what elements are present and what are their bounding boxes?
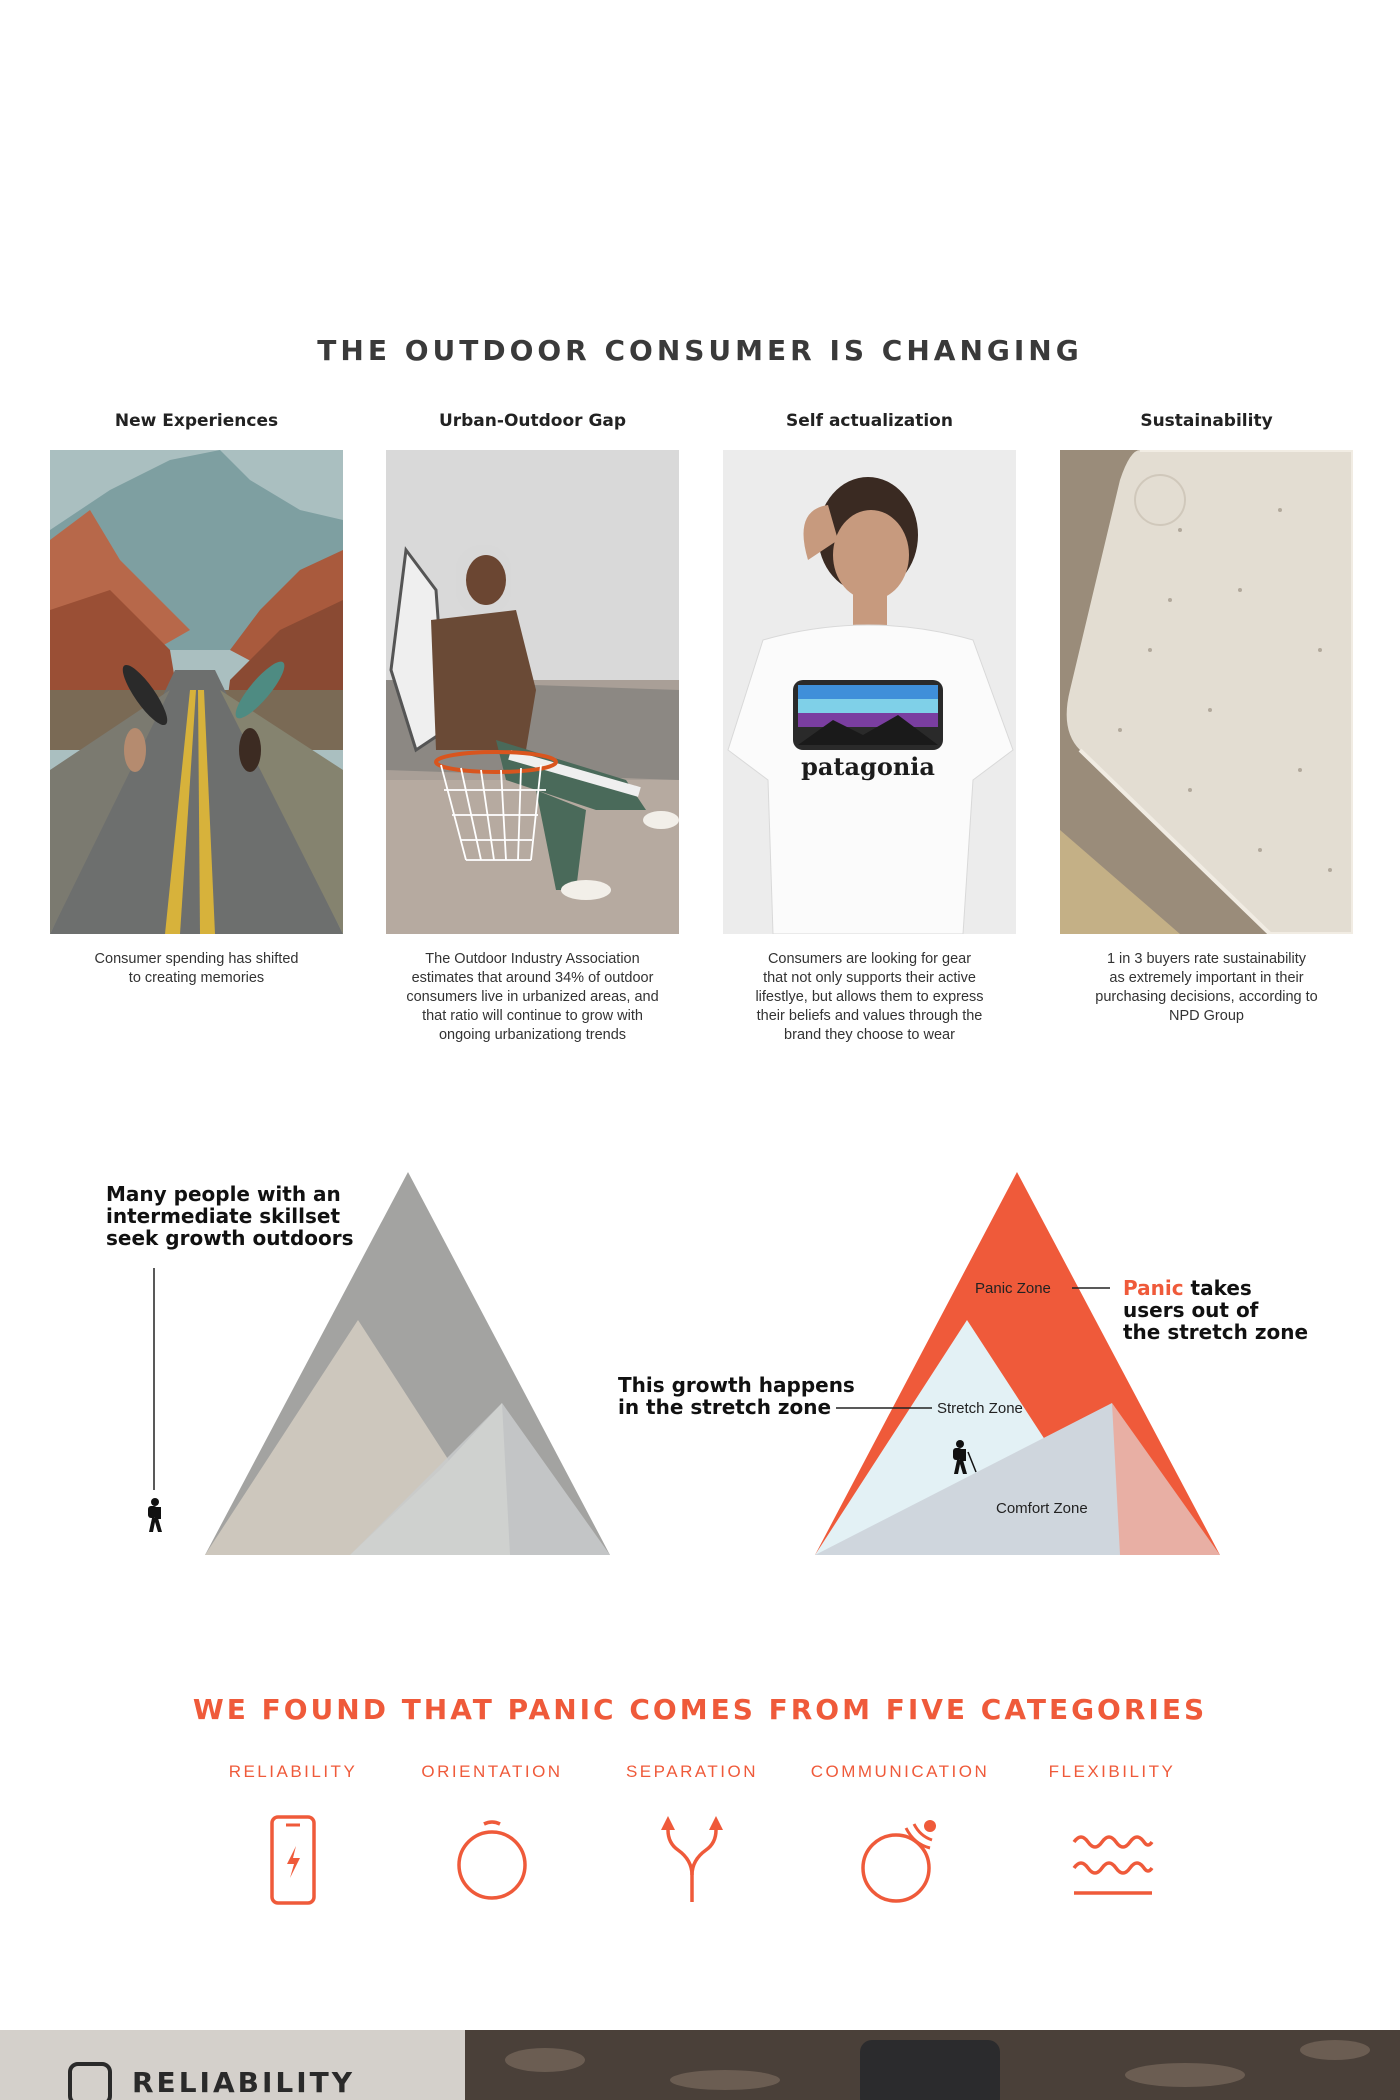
callout-line: users out of: [1123, 1298, 1259, 1322]
caption-line: NPD Group: [1169, 1008, 1244, 1024]
category-label-reliability: RELIABILITY: [228, 1762, 358, 1781]
caption-line: their beliefs and values through the: [756, 1008, 983, 1024]
panic-callout: [1123, 1277, 1308, 1343]
waves-icon: [1062, 1810, 1162, 1910]
callout-line: seek growth outdoors: [106, 1226, 354, 1250]
caption-line: Consumers are looking for gear: [767, 951, 972, 967]
phone-icon: [66, 2060, 114, 2100]
shirt-logo-text: patagonia: [801, 752, 935, 781]
category-label-separation: SEPARATION: [625, 1762, 759, 1781]
callout-line: in the stretch zone: [618, 1395, 832, 1419]
split-arrows-icon: [642, 1810, 742, 1910]
caption-line: Consumer spending has shifted: [94, 951, 299, 967]
caption-line: consumers live in urbanized areas, and: [406, 989, 659, 1005]
caption-urban-outdoor-gap: [386, 950, 679, 1045]
callout-line: the stretch zone: [1123, 1320, 1309, 1344]
callout-line: [1123, 1277, 1308, 1299]
callout-line: Many people with an: [106, 1182, 341, 1206]
compass-circle-icon: [442, 1810, 542, 1910]
caption-line: The Outdoor Industry Association: [425, 951, 640, 967]
caption-line: 1 in 3 buyers rate sustainability: [1106, 951, 1307, 967]
caption-line: that ratio will continue to grow with: [422, 1008, 643, 1024]
handstand-road-photo: [50, 450, 343, 934]
caption-line: to creating memories: [128, 970, 265, 986]
signal-circle-icon: [850, 1810, 950, 1910]
column-heading-new-experiences: New Experiences: [114, 411, 279, 431]
recycled-material-photo: [1060, 450, 1353, 934]
comfort-zone-label: Comfort Zone: [996, 1500, 1088, 1517]
category-label-flexibility: FLEXIBILITY: [1048, 1762, 1176, 1781]
column-heading-sustainability: Sustainability: [1140, 411, 1273, 431]
caption-line: ongoing urbanizationg trends: [438, 1027, 627, 1043]
next-section-label: RELIABILITY: [132, 2066, 356, 2099]
caption-line: brand they choose to wear: [784, 1027, 955, 1043]
next-section-photo: [465, 2030, 1400, 2100]
caption-line: as extremely important in their: [1109, 970, 1304, 986]
left-callout: [106, 1183, 354, 1249]
category-label-orientation: ORIENTATION: [421, 1762, 563, 1781]
caption-line: lifestlye, but allows them to express: [755, 989, 984, 1005]
panic-highlight: Panic: [1123, 1276, 1184, 1300]
column-heading-self-actualization: Self actualization: [786, 411, 953, 431]
caption-new-experiences: [50, 950, 343, 988]
column-heading-urban-outdoor-gap: Urban-Outdoor Gap: [438, 411, 627, 431]
basketball-hoop-photo: [386, 450, 679, 934]
callout-line: intermediate skillset: [106, 1204, 341, 1228]
categories-title: WE FOUND THAT PANIC COMES FROM FIVE CATEGORIES: [192, 1693, 1208, 1726]
stretch-zone-label: Stretch Zone: [937, 1400, 1023, 1417]
patagonia-shirt-photo: [723, 450, 1016, 934]
category-label-communication: COMMUNICATION: [810, 1762, 990, 1781]
hiker-icon-left: [148, 1498, 162, 1532]
stretch-callout: [618, 1374, 855, 1418]
callout-text: takes: [1183, 1276, 1252, 1300]
caption-sustainability: [1060, 950, 1353, 1026]
phone-battery-icon: [243, 1810, 343, 1910]
caption-line: that not only supports their active: [763, 970, 976, 986]
section-title: THE OUTDOOR CONSUMER IS CHANGING: [317, 334, 1083, 367]
caption-line: estimates that around 34% of outdoor: [411, 970, 654, 986]
caption-line: purchasing decisions, according to: [1095, 989, 1318, 1005]
caption-self-actualization: [723, 950, 1016, 1045]
panic-zone-label: Panic Zone: [975, 1280, 1051, 1297]
callout-line: This growth happens: [618, 1373, 855, 1397]
